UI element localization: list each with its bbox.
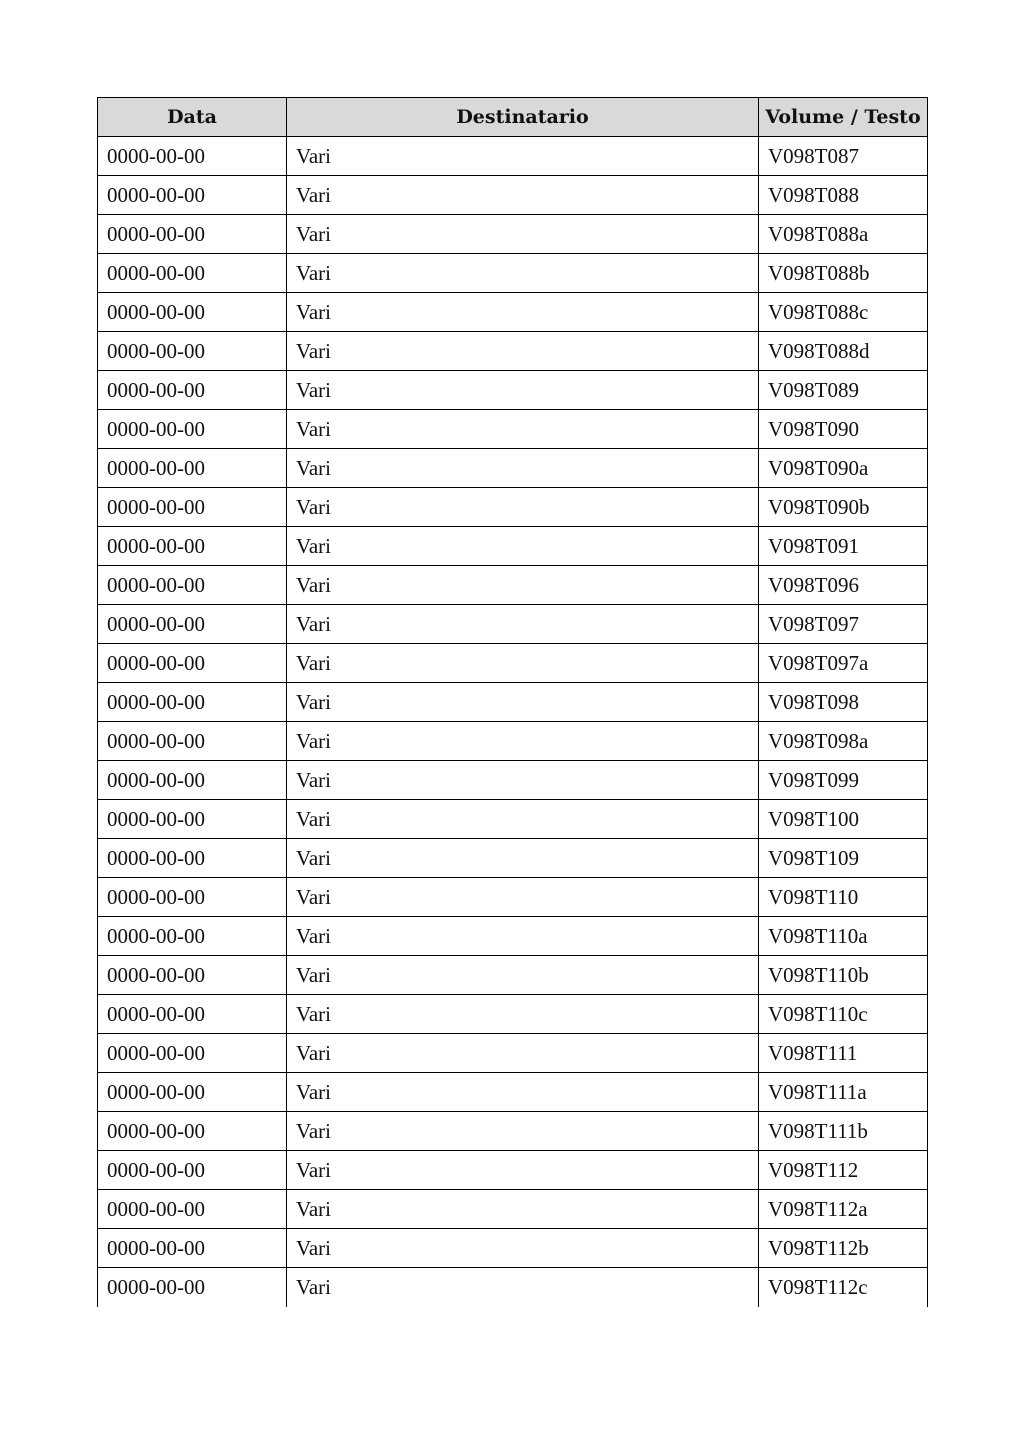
cell-data: 0000-00-00 [98,644,287,683]
cell-destinatario: Vari [287,566,759,605]
cell-data: 0000-00-00 [98,410,287,449]
cell-destinatario: Vari [287,683,759,722]
cell-destinatario: Vari [287,839,759,878]
cell-data: 0000-00-00 [98,371,287,410]
cell-volume-testo: V098T097 [759,605,928,644]
cell-destinatario: Vari [287,449,759,488]
table-row [98,371,928,410]
cell-data: 0000-00-00 [98,683,287,722]
table-row [98,566,928,605]
cell-data: 0000-00-00 [98,254,287,293]
cell-volume-testo: V098T112 [759,1151,928,1190]
cell-volume-testo: V098T090a [759,449,928,488]
cell-destinatario: Vari [287,137,759,176]
cell-volume-testo: V098T110a [759,917,928,956]
cell-destinatario: Vari [287,488,759,527]
table-row [98,995,928,1034]
cell-volume-testo: V098T096 [759,566,928,605]
cell-destinatario: Vari [287,1112,759,1151]
cell-destinatario: Vari [287,605,759,644]
table-row [98,449,928,488]
cell-volume-testo: V098T100 [759,800,928,839]
cell-data: 0000-00-00 [98,566,287,605]
cell-data: 0000-00-00 [98,176,287,215]
table-row [98,332,928,371]
table-row [98,800,928,839]
cell-volume-testo: V098T109 [759,839,928,878]
table-row [98,761,928,800]
table-row [98,176,928,215]
cell-volume-testo: V098T112c [759,1268,928,1307]
cell-data: 0000-00-00 [98,1112,287,1151]
cell-data: 0000-00-00 [98,137,287,176]
cell-destinatario: Vari [287,254,759,293]
cell-volume-testo: V098T110c [759,995,928,1034]
header-row [98,98,928,137]
cell-destinatario: Vari [287,215,759,254]
cell-data: 0000-00-00 [98,722,287,761]
cell-data: 0000-00-00 [98,917,287,956]
cell-data: 0000-00-00 [98,215,287,254]
cell-volume-testo: V098T088b [759,254,928,293]
cell-destinatario: Vari [287,1151,759,1190]
column-header-volume-testo: Volume / Testo [759,98,928,137]
cell-data: 0000-00-00 [98,527,287,566]
cell-destinatario: Vari [287,332,759,371]
cell-data: 0000-00-00 [98,1229,287,1268]
cell-data: 0000-00-00 [98,878,287,917]
table-row [98,839,928,878]
cell-destinatario: Vari [287,644,759,683]
table-row [98,410,928,449]
cell-data: 0000-00-00 [98,1151,287,1190]
table-row [98,293,928,332]
table-header [98,98,928,137]
cell-volume-testo: V098T110 [759,878,928,917]
cell-destinatario: Vari [287,371,759,410]
cell-data: 0000-00-00 [98,449,287,488]
cell-destinatario: Vari [287,293,759,332]
table-row [98,527,928,566]
cell-volume-testo: V098T111a [759,1073,928,1112]
cell-destinatario: Vari [287,800,759,839]
cell-volume-testo: V098T097a [759,644,928,683]
cell-volume-testo: V098T091 [759,527,928,566]
table-row [98,215,928,254]
cell-data: 0000-00-00 [98,605,287,644]
cell-data: 0000-00-00 [98,956,287,995]
cell-destinatario: Vari [287,1268,759,1307]
cell-volume-testo: V098T088d [759,332,928,371]
cell-data: 0000-00-00 [98,488,287,527]
cell-destinatario: Vari [287,176,759,215]
table-row [98,254,928,293]
table-row [98,917,928,956]
cell-data: 0000-00-00 [98,332,287,371]
cell-destinatario: Vari [287,956,759,995]
table-row [98,878,928,917]
cell-destinatario: Vari [287,878,759,917]
table-row [98,722,928,761]
cell-volume-testo: V098T090b [759,488,928,527]
table-row [98,488,928,527]
cell-volume-testo: V098T099 [759,761,928,800]
table-row [98,605,928,644]
cell-data: 0000-00-00 [98,995,287,1034]
cell-destinatario: Vari [287,1073,759,1112]
cell-volume-testo: V098T111b [759,1112,928,1151]
cell-data: 0000-00-00 [98,1190,287,1229]
cell-data: 0000-00-00 [98,839,287,878]
cell-data: 0000-00-00 [98,1073,287,1112]
table-row [98,956,928,995]
table-row [98,1034,928,1073]
cell-volume-testo: V098T098a [759,722,928,761]
table-row [98,1268,928,1307]
cell-volume-testo: V098T112a [759,1190,928,1229]
table-row [98,1190,928,1229]
letters-table [97,97,928,1307]
column-header-data: Data [98,98,287,137]
table-row [98,644,928,683]
cell-destinatario: Vari [287,410,759,449]
cell-destinatario: Vari [287,1034,759,1073]
cell-data: 0000-00-00 [98,1034,287,1073]
cell-destinatario: Vari [287,527,759,566]
cell-volume-testo: V098T089 [759,371,928,410]
cell-volume-testo: V098T087 [759,137,928,176]
cell-data: 0000-00-00 [98,800,287,839]
table-row [98,1073,928,1112]
cell-volume-testo: V098T088c [759,293,928,332]
cell-destinatario: Vari [287,761,759,800]
cell-destinatario: Vari [287,1229,759,1268]
cell-volume-testo: V098T110b [759,956,928,995]
cell-destinatario: Vari [287,722,759,761]
table-row [98,1229,928,1268]
cell-destinatario: Vari [287,995,759,1034]
table-row [98,683,928,722]
cell-volume-testo: V098T111 [759,1034,928,1073]
table-row [98,137,928,176]
cell-volume-testo: V098T088 [759,176,928,215]
cell-data: 0000-00-00 [98,761,287,800]
cell-data: 0000-00-00 [98,1268,287,1307]
column-header-destinatario: Destinatario [287,98,759,137]
cell-volume-testo: V098T090 [759,410,928,449]
cell-destinatario: Vari [287,1190,759,1229]
table-row [98,1151,928,1190]
cell-data: 0000-00-00 [98,293,287,332]
table-row [98,1112,928,1151]
cell-volume-testo: V098T088a [759,215,928,254]
cell-destinatario: Vari [287,917,759,956]
cell-volume-testo: V098T112b [759,1229,928,1268]
cell-volume-testo: V098T098 [759,683,928,722]
table-body [98,137,928,1307]
